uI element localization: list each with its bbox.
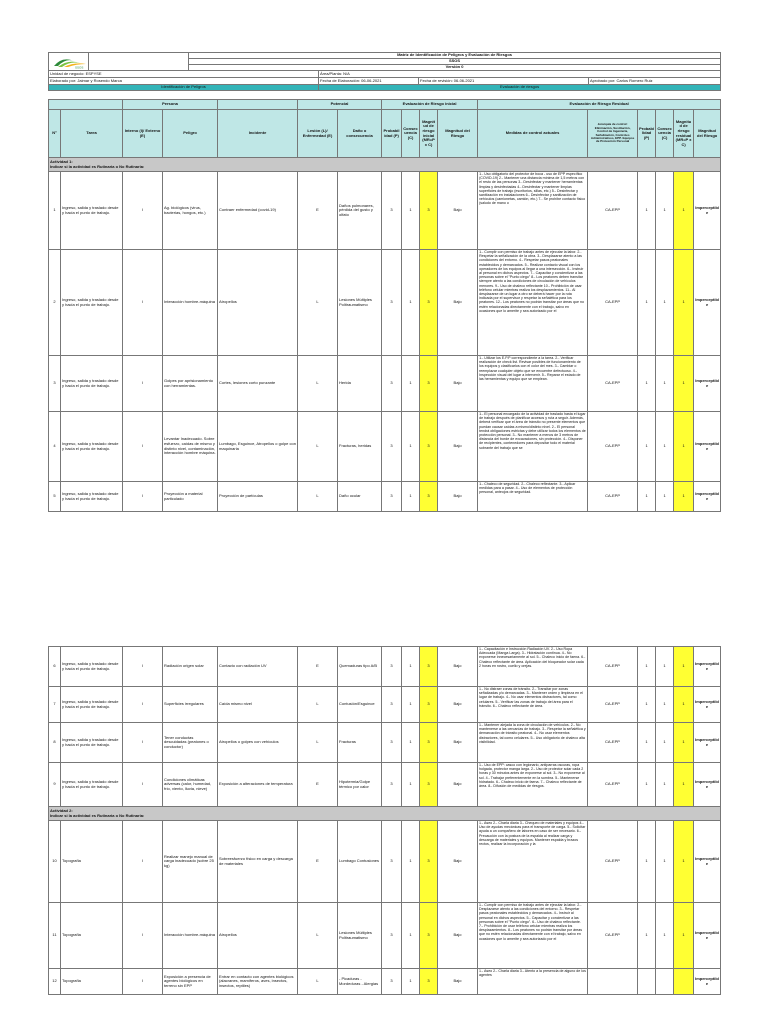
control-hierarchy-cell: CA-EPP (588, 356, 638, 412)
consequence-cell: 1 (402, 356, 420, 412)
hazard-cell: Radiación origen solar (163, 647, 218, 687)
document-title: Matriz de Identificación de Peligros y Evaluación de Riesgos (189, 53, 721, 59)
table-row (49, 647, 721, 687)
internal-external-cell: I (123, 687, 163, 723)
residual-consequence-cell: 1 (656, 356, 674, 412)
row-number-cell: 8 (49, 723, 61, 763)
col-cons-r: Consecuencia (C) (656, 110, 674, 158)
risk-level-cell: Bajo (438, 903, 478, 969)
residual-consequence-cell: 1 (656, 821, 674, 903)
hazard-cell: Tener conductas descuidadas (peatones o conductor) (163, 723, 218, 763)
control-hierarchy-cell: CA-EPP (588, 172, 638, 250)
row-number-cell: 7 (49, 687, 61, 723)
damage-cell: Daño ocular (338, 482, 382, 512)
row-number-cell: 3 (49, 356, 61, 412)
internal-external-cell: I (123, 903, 163, 969)
col-peligro: Peligro (163, 110, 218, 158)
internal-external-cell: I (123, 412, 163, 482)
hazard-cell: Interacción hombre-máquina (163, 903, 218, 969)
residual-magnitude-cell: 1 (674, 647, 694, 687)
risk-magnitude-cell: 3 (420, 821, 438, 903)
incident-cell: Atropellos (218, 903, 298, 969)
risk-magnitude-cell: 3 (420, 969, 438, 995)
potencial-group: Potencial (298, 100, 382, 110)
task-cell: Topografía (61, 821, 123, 903)
control-hierarchy-cell: CA-EPP (588, 412, 638, 482)
residual-level-cell: Imperceptible (694, 482, 721, 512)
hazard-cell: Levantar Inadecuado. Sobre esfuerzo, caídas de mismo y distinto nivel, contaminación, interacción hombre máquina. (163, 412, 218, 482)
residual-probability-cell: 1 (638, 821, 656, 903)
row-number-cell: 12 (49, 969, 61, 995)
probability-cell: 3 (382, 356, 402, 412)
incident-cell: Caída mismo nivel (218, 687, 298, 723)
col-dano: Daño o consecuencia (338, 110, 382, 158)
incident-cell: Lumbago, Esguince, Atropellos o golpe con maquinaria (218, 412, 298, 482)
row-number-cell: 1 (49, 172, 61, 250)
control-measures-cell: 1.- Mantener alejada la zona de circulación de vehículos. 2.- No mantenerse a las cercanías de trabajo. 3.- Respetar la señalética y demarcación de tránsito peatonal. 4.- No usar elementos distractores, tal como celulares. 5.- Uso obligatorio de chaleco alta visibilidad. (478, 723, 588, 763)
residual-level-cell: Imperceptible (694, 412, 721, 482)
incident-cell: Entrar en contacto con agentes biológicos (alacranes, mamíferos, aves, insectos, insectos, reptiles) (218, 969, 298, 995)
damage-cell: Fracturas (338, 723, 382, 763)
residual-magnitude-cell: 1 (674, 482, 694, 512)
consequence-cell: 1 (402, 723, 420, 763)
probability-cell: 3 (382, 763, 402, 807)
business-unit: Unidad de negocio: ESPYSE (49, 71, 319, 78)
row-number-cell: 5 (49, 482, 61, 512)
residual-magnitude-cell: 1 (674, 172, 694, 250)
residual-magnitude-cell: 1 (674, 903, 694, 969)
residual-probability-cell (638, 969, 656, 995)
hazard-identification-band: Identificación de Peligros (49, 85, 319, 91)
row-number-cell: 11 (49, 903, 61, 969)
area-plant: Área/Planta: N/A (319, 71, 721, 78)
injury-illness-cell: L (298, 412, 338, 482)
risk-level-cell: Bajo (438, 647, 478, 687)
residual-probability-cell: 1 (638, 763, 656, 807)
consequence-cell: 1 (402, 172, 420, 250)
residual-consequence-cell: 1 (656, 482, 674, 512)
risk-level-cell: Bajo (438, 723, 478, 763)
residual-level-cell: Imperceptible (694, 687, 721, 723)
task-cell: Ingreso, salida y traslado desde y hacia el punto de trabajo. (61, 412, 123, 482)
incident-cell: Cortes, lesiones corto punzante (218, 356, 298, 412)
task-cell: Topografía (61, 903, 123, 969)
residual-probability-cell: 1 (638, 172, 656, 250)
control-hierarchy-cell: CA-EPP (588, 821, 638, 903)
matrix-table-page-2 (48, 646, 721, 995)
residual-level-cell: Imperceptible (694, 763, 721, 807)
residual-magnitude-cell: 1 (674, 356, 694, 412)
residual-consequence-cell: 1 (656, 647, 674, 687)
rows-page-1 (49, 172, 721, 512)
residual-magnitude-cell: 1 (674, 412, 694, 482)
table-row (49, 172, 721, 250)
residual-level-cell: Imperceptible (694, 647, 721, 687)
task-cell: Ingreso, salida y traslado desde y hacia el punto de trabajo. (61, 687, 123, 723)
consequence-cell: 1 (402, 821, 420, 903)
residual-magnitude-cell: 1 (674, 821, 694, 903)
residual-probability-cell: 1 (638, 687, 656, 723)
risk-level-cell: Bajo (438, 482, 478, 512)
damage-cell: - Picaduras - Mordeduras - Alergias (338, 969, 382, 995)
hazard-cell: Ag. biológicos (virus, bacterias, hongos, etc.) (163, 172, 218, 250)
control-measures-cell: 1.- Aseo 2.- Charla diaria 3.- Chequeo de materiales y equipos 4.- Uso de ayudas mecánicas para el transporte de carga. 5.- Solicitar ayuda a un compañero de labores en caso de ser necesario. 6.- Precaución con la postura de la espalda al realizar carga y descarga de materiales y equipos. Mantener espalda y brazos rectos, realizar la incorporación y la (478, 821, 588, 903)
residual-consequence-cell: 1 (656, 412, 674, 482)
hazard-cell: Superficies irregulares (163, 687, 218, 723)
table-row (49, 687, 721, 723)
risk-level-cell: Bajo (438, 969, 478, 995)
injury-illness-cell: L (298, 482, 338, 512)
residual-consequence-cell: 1 (656, 687, 674, 723)
injury-illness-cell: E (298, 821, 338, 903)
residual-probability-cell: 1 (638, 482, 656, 512)
col-magnitud: Magnitud de riesgo inicial (MR=P x C) (420, 110, 438, 158)
control-measures-cell: 1.- Uso de EPP: casco con legionario, antiparras oscuras, ropa holgada, protector manga larga. 2.- Uso de protector solar cada 2 horas y 30 minutos antes de exponerse al sol. 3.- No exponerse al sol. 4.- Trabajar preferentemente en la sombra. 5.- Mantenerse hidratado. 6.- Chaleco inicio de faena. 7.- Chaleco reflectante de área. 8.- Difusión de medidas de riesgos. (478, 763, 588, 807)
task-cell: Ingreso, salida y traslado desde y hacia el punto de trabajo. (61, 763, 123, 807)
activity-2-title: Actividad 2: (50, 807, 73, 813)
consequence-cell: 1 (402, 903, 420, 969)
col-lesion: Lesión (L)/ Enfermedad (E) (298, 110, 338, 158)
control-hierarchy-cell: CA-EPP (588, 687, 638, 723)
risk-magnitude-cell: 3 (420, 250, 438, 356)
incident-cell: Atropellos (218, 250, 298, 356)
hazard-cell: Realizar manejo manual de carga inadecuado (sobre 25 kg) (163, 821, 218, 903)
incident-cell: Contraer enfermedad (covid-19) (218, 172, 298, 250)
task-cell: Ingreso, salida y traslado desde y hacia el punto de trabajo. (61, 647, 123, 687)
logo-text: SSOS (75, 65, 84, 69)
persona-group: Persona (123, 100, 218, 110)
risk-magnitude-cell: 3 (420, 723, 438, 763)
injury-illness-cell: E (298, 172, 338, 250)
row-number-cell: 4 (49, 412, 61, 482)
col-tarea: Tarea (61, 110, 123, 158)
internal-external-cell: I (123, 763, 163, 807)
control-hierarchy-cell (588, 969, 638, 995)
risk-magnitude-cell: 3 (420, 903, 438, 969)
risk-magnitude-cell: 3 (420, 412, 438, 482)
control-hierarchy-cell: CA-EPP (588, 723, 638, 763)
activity-1-banner (49, 158, 721, 172)
damage-cell: Daños pulmonares, pérdida del gusto y olfato (338, 172, 382, 250)
residual-consequence-cell: 1 (656, 250, 674, 356)
residual-magnitude-cell: 1 (674, 763, 694, 807)
col-sig-r: Magnitud del Riesgo (694, 110, 721, 158)
task-cell: Ingreso, salida y traslado desde y hacia el punto de trabajo. (61, 482, 123, 512)
table-row (49, 969, 721, 995)
col-magnitud-r: Magnitud de riesgo residual (MR=P x C) (674, 110, 694, 158)
residual-level-cell: Imperceptible (694, 172, 721, 250)
probability-cell: 3 (382, 723, 402, 763)
internal-external-cell: I (123, 482, 163, 512)
incident-cell: Sobreesfuerzo físico en carga y descarga de materiales (218, 821, 298, 903)
activity-2-banner (49, 807, 721, 821)
probability-cell: 3 (382, 250, 402, 356)
table-row (49, 723, 721, 763)
task-cell: Topografía (61, 969, 123, 995)
damage-cell: Herida (338, 356, 382, 412)
residual-probability-cell: 1 (638, 647, 656, 687)
initial-risk-group: Evaluación de Riesgo inicial (382, 100, 478, 110)
col-prob: Probabilidad (P) (382, 110, 402, 158)
residual-magnitude-cell (674, 969, 694, 995)
damage-cell: Lumbago Contusiones (338, 821, 382, 903)
residual-level-cell: Imperceptible (694, 903, 721, 969)
probability-cell: 3 (382, 647, 402, 687)
control-measures-cell: 1.- Cumplir con permiso de trabajo antes de ejecutar la labor. 2.- Desplazarse atento a las condiciones del entorno. 3.- Respetar pasos peatonales establecidos y demarcados. 4.- Instruir al personal en dichos aspectos. 5.- Capacitar y concientizar a las personas sobre el "Punto ciego". 6.- Uso de chaleco reflectante. 7.- Prohibición de usar teléfono celular mientras realiza los desplazamientos. 8.- Los peatones no podrán transitar por áreas que no estén relacionadas directamente con el trabajo, salvo en ocasiones que lo amerite y sea autorizado por el (478, 903, 588, 969)
matrix-table-page-1 (48, 99, 721, 512)
residual-level-cell: Imperceptible (694, 723, 721, 763)
damage-cell: Contusión/Esguince (338, 687, 382, 723)
header-table (48, 52, 721, 91)
risk-level-cell: Bajo (438, 687, 478, 723)
activity-1-subtitle: Indicar si la actividad es Rutinaria o No Rutinaria: (50, 163, 145, 169)
injury-illness-cell: L (298, 969, 338, 995)
incident-cell: Exposición a alteraciones de temperatura (218, 763, 298, 807)
risk-magnitude-cell: 3 (420, 172, 438, 250)
hazard-cell: Proyección a material particulado (163, 482, 218, 512)
table-row (49, 482, 721, 512)
control-hierarchy-cell: CA-EPP (588, 250, 638, 356)
control-hierarchy-cell: CA-EPP (588, 482, 638, 512)
injury-illness-cell: L (298, 250, 338, 356)
internal-external-cell: I (123, 723, 163, 763)
internal-external-cell: I (123, 172, 163, 250)
row-number-cell: 9 (49, 763, 61, 807)
incident-cell: Atropellos o golpes con vehículos (218, 723, 298, 763)
task-cell: Ingreso, salida y traslado desde y hacia el punto de trabajo. (61, 723, 123, 763)
hazard-cell: Golpes por aprisionamiento con herramientas. (163, 356, 218, 412)
control-measures-cell: 1.- Utilizar los E.P.P correspondiente a la tarea. 2.- Verificar realización de check list. Revisar posibles de funcionamiento de los equipos y clasificarlos con el color del mes. 3.- Cambiar o reemplazar cualquier objeto que se encuentre defectuoso. 4.- Inspección visual del lugar a intervenir. 5.- Reparar el estado de las herramientas y equipo que se emplean. (478, 356, 588, 412)
incident-cell: Proyección de partículas (218, 482, 298, 512)
damage-cell: Hipotermia/Golpe térmico por calor (338, 763, 382, 807)
risk-level-cell: Bajo (438, 412, 478, 482)
injury-illness-cell: L (298, 356, 338, 412)
consequence-cell: 1 (402, 969, 420, 995)
risk-magnitude-cell: 3 (420, 482, 438, 512)
col-incidente: Incidente (218, 110, 298, 158)
col-interno: Interno (I)/ Externo (E) (123, 110, 163, 158)
internal-external-cell: I (123, 821, 163, 903)
residual-level-cell: Imperceptible (694, 250, 721, 356)
control-hierarchy-cell: CA-EPP (588, 763, 638, 807)
residual-probability-cell: 1 (638, 356, 656, 412)
col-cons: Consecuencia (C) (402, 110, 420, 158)
task-cell: Ingreso, salida y traslado desde y hacia el punto de trabajo. (61, 356, 123, 412)
consequence-cell: 1 (402, 763, 420, 807)
col-sig-riesgo: Magnitud del Riesgo (438, 110, 478, 158)
probability-cell: 3 (382, 969, 402, 995)
probability-cell: 3 (382, 412, 402, 482)
residual-consequence-cell: 1 (656, 903, 674, 969)
col-medidas: Medidas de control actuales (478, 110, 588, 158)
control-measures-cell: 1.- No distraer zonas de tránsito. 2.- Transitar por zonas señalizadas y/o demarcadas. 3.- Mantener orden y limpieza en el lugar de trabajo. 4.- No usar elementos distractores, tal como celulares. 5.- Verificar las zonas de trabajo del área para el tránsito. 6.- Chaleco reflectante de área. (478, 687, 588, 723)
injury-illness-cell: E (298, 763, 338, 807)
logo-cell (49, 53, 89, 71)
approved-by: Aprobado por: Carlos Romero Ruiz (589, 78, 721, 85)
risk-level-cell: Bajo (438, 250, 478, 356)
rows-page-2 (49, 647, 721, 807)
control-measures-cell: 1.- Chaleco de seguridad. 2.- Chaleco reflectante. 3.- Aplicar medidas para a pasar. 4.- Uso de elementos de protección personal, anteojos de seguridad. (478, 482, 588, 512)
consequence-cell: 1 (402, 687, 420, 723)
consequence-cell: 1 (402, 647, 420, 687)
injury-illness-cell: L (298, 687, 338, 723)
residual-magnitude-cell: 1 (674, 250, 694, 356)
residual-level-cell: Imperceptible (694, 821, 721, 903)
probability-cell: 3 (382, 172, 402, 250)
control-measures-cell: 1.- Aseo 2.- Charla diaria 3.- Atento a la presencia de alguno de los agentes (478, 969, 588, 995)
control-measures-cell: 1.- Capacitación e Instrucción Radiación UV. 2.- Uso Ropa Adecuada (Manga Larga). 3.- Hidratación continua. 4.- No exponerse innecesariamente al sol. 5.- Chaleco inicio de faena. 6.- Chaleco reflectante de área. Aplicación del bloqueador solar cada 2 horas en rostro, cuello y orejas. (478, 647, 588, 687)
residual-probability-cell: 1 (638, 903, 656, 969)
control-hierarchy-cell: CA-EPP (588, 647, 638, 687)
internal-external-cell: I (123, 250, 163, 356)
table-row (49, 903, 721, 969)
residual-consequence-cell: 1 (656, 763, 674, 807)
residual-level-cell: Imperceptible (694, 969, 721, 995)
probability-cell: 3 (382, 903, 402, 969)
hazard-cell: Exposición a presencia de agentes biológicos en terreno sin EPP (163, 969, 218, 995)
residual-magnitude-cell: 1 (674, 723, 694, 763)
risk-magnitude-cell: 3 (420, 647, 438, 687)
activity-1-title: Actividad 1: (50, 158, 73, 164)
risk-level-cell: Bajo (438, 763, 478, 807)
residual-level-cell: Imperceptible (694, 356, 721, 412)
damage-cell: Fracturas, heridas (338, 412, 382, 482)
prepared-date: Fecha de Elaboración: 06-06-2021 (319, 78, 419, 85)
col-prob-r: Probabilidad (P) (638, 110, 656, 158)
risk-magnitude-cell: 3 (420, 763, 438, 807)
table-row (49, 250, 721, 356)
risk-magnitude-cell: 3 (420, 356, 438, 412)
activity-2-subtitle: Indicar si la actividad es Rutinaria o No Rutinaria: (50, 812, 145, 818)
task-cell: Ingreso, salida y traslado desde y hacia el punto de trabajo. (61, 172, 123, 250)
prepared-by: Elaborado por: Jaimar y Rosendo Marca (49, 78, 319, 85)
document-version: Versión 0 (189, 65, 721, 71)
risk-evaluation-band: Evaluación de riesgos (319, 85, 721, 91)
probability-cell: 3 (382, 687, 402, 723)
table-row (49, 412, 721, 482)
consequence-cell: 1 (402, 412, 420, 482)
internal-external-cell: I (123, 969, 163, 995)
table-row (49, 821, 721, 903)
table-row (49, 356, 721, 412)
damage-cell: Lesiones Múltiples Politraumatismo (338, 903, 382, 969)
risk-magnitude-cell: 3 (420, 687, 438, 723)
revision-date: Fecha de revisión: 06-06-2021 (419, 78, 589, 85)
probability-cell: 3 (382, 482, 402, 512)
residual-magnitude-cell: 1 (674, 687, 694, 723)
document-code: SSOS (189, 59, 721, 65)
probability-cell: 3 (382, 821, 402, 903)
consequence-cell: 1 (402, 250, 420, 356)
internal-external-cell: I (123, 356, 163, 412)
risk-level-cell: Bajo (438, 821, 478, 903)
task-cell: Ingreso, salida y traslado desde y hacia el punto de trabajo. (61, 250, 123, 356)
col-n: N° (49, 110, 61, 158)
col-jerarquia: Jerarquía de control: Eliminación, Sustitución, Control de Ingeniería, Señalización, Controles Administrativos, EPP. Equipos de Protección Personal (588, 110, 638, 158)
page-2 (0, 640, 768, 1024)
damage-cell: Quemaduras tipo A/B (338, 647, 382, 687)
residual-risk-group: Evaluación de Riesgo Residual (478, 100, 721, 110)
risk-level-cell: Bajo (438, 172, 478, 250)
injury-illness-cell: E (298, 647, 338, 687)
logo-cell-2 (89, 53, 189, 71)
control-measures-cell: 1.- Uso obligatorio del protector de boca - uso de EPP específico (COVID-19) 2.- Mantener una distancia mínima de 1,5 metros con el resto de las personas 3.- Desinfectar y mantener herramientas limpias y desinfectadas 4.- Desinfectar y mantener limpias superficies de trabajo (escritorios, sillas, etc.) 5.- Desinfectar y sanitización en instalaciones 6.- Desinfectar y sanitización de vehículos (camionetas, camión, etc.) 7.- Se prohíbe contacto físico (saludo de mano o (478, 172, 588, 250)
row-number-cell: 2 (49, 250, 61, 356)
residual-probability-cell: 1 (638, 723, 656, 763)
residual-consequence-cell: 1 (656, 172, 674, 250)
control-measures-cell: 1.- Cumplir con permiso de trabajo antes de ejecutar la labor. 2.- Respetar la señalización de la obra. 3.- Desplazarse atento a las condiciones del entorno. 4.- Respetar pasos peatonales establecidos y demarcados. 5.- Realizar contacto visual con los operadores de los equipos al llegar a una intersección. 6.- Instruir al personal en dichos aspectos. 7.- Capacitar y concientizar a las personas sobre el "Punto ciego" 8.- Los peatones deben transitar siempre atento a las condiciones de circulación de vehículos menores. 9.- Uso de chaleco reflectante 10.- Prohibición de usar teléfono celular mientras realiza los desplazamientos. 11.- Al desplazarse de un lugar a otro se deberá hacer por la ruta indicada por el supervisor y respetar la señalética para los peatones. 12.- Los peatones no podrán transitar por áreas que no estén relacionadas directamente con el trabajo, salvo en ocasiones que lo amerite y sea autorizado por el (478, 250, 588, 356)
table-row (49, 763, 721, 807)
control-measures-cell: 1.- El personal encargado de la actividad de traslado hasta el lugar de trabajo después de planificar accesos y ruta a seguir. Además, deberá verificar que el área de tránsito no presente elementos que puedan causar caídas a mismo/distinto nivel. 2.- El personal tendrá obligaciones estrictas y debe utilizar todos los elementos de protección personal. 3.- No mantener a menos de 3 metros de distancia del borde de excavaciones, sin protección. 4.- Disponer de recipientes, contenedores para depositar todo el material sobrante del trabajo que se (478, 412, 588, 482)
internal-external-cell: I (123, 647, 163, 687)
incident-cell: Contacto con radiación UV (218, 647, 298, 687)
residual-probability-cell: 1 (638, 250, 656, 356)
risk-level-cell: Bajo (438, 356, 478, 412)
residual-probability-cell: 1 (638, 412, 656, 482)
rows-page-2-activity-2 (49, 821, 721, 995)
row-number-cell: 10 (49, 821, 61, 903)
hazard-cell: Interacción hombre-máquina (163, 250, 218, 356)
residual-consequence-cell (656, 969, 674, 995)
injury-illness-cell: L (298, 903, 338, 969)
hazard-cell: Condiciones climáticas adversas (calor, humedad, frío, viento, lluvia, nieve) (163, 763, 218, 807)
control-hierarchy-cell: CA-EPP (588, 903, 638, 969)
consequence-cell: 1 (402, 482, 420, 512)
row-number-cell: 6 (49, 647, 61, 687)
residual-consequence-cell: 1 (656, 723, 674, 763)
injury-illness-cell: L (298, 723, 338, 763)
damage-cell: Lesiones Múltiples Politraumatismo (338, 250, 382, 356)
